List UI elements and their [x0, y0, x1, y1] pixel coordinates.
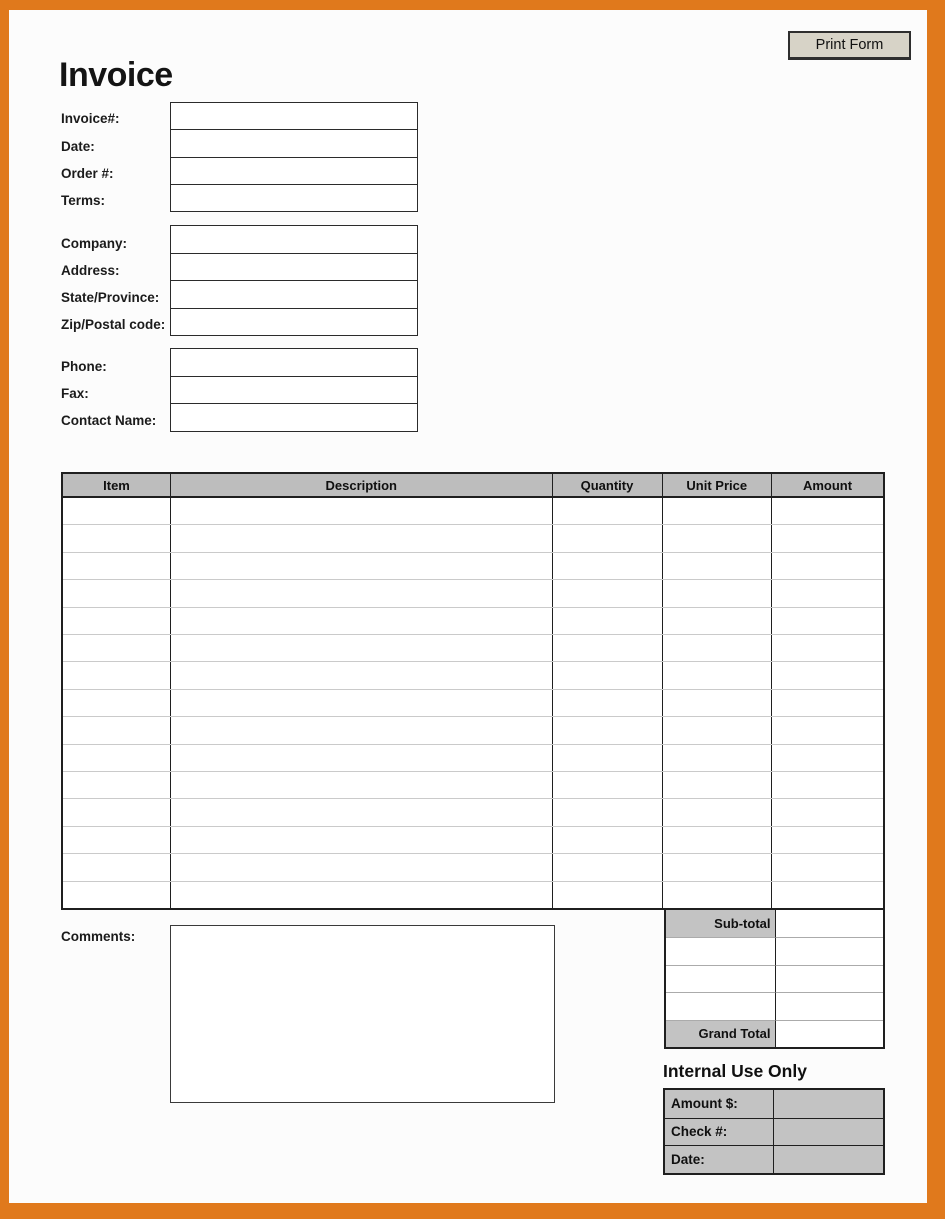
item-cell-qty[interactable]: [552, 717, 662, 743]
zip-postal-input[interactable]: [171, 308, 417, 336]
item-cell-item[interactable]: [63, 525, 170, 551]
address-label: Address:: [61, 263, 120, 278]
item-cell-desc[interactable]: [170, 717, 552, 743]
company-input[interactable]: [171, 226, 417, 253]
item-cell-amt[interactable]: [771, 525, 883, 551]
comments-input[interactable]: [170, 925, 555, 1103]
internal-amount-input[interactable]: [774, 1090, 883, 1118]
item-cell-item[interactable]: [63, 635, 170, 661]
item-cell-amt[interactable]: [771, 827, 883, 853]
item-cell-qty[interactable]: [552, 525, 662, 551]
item-cell-amt[interactable]: [771, 498, 883, 524]
invoice-number-input[interactable]: [171, 103, 417, 129]
item-cell-desc[interactable]: [170, 799, 552, 825]
totals-section: [664, 910, 885, 1049]
item-cell-desc[interactable]: [170, 498, 552, 524]
terms-input[interactable]: [171, 184, 417, 211]
item-cell-unit[interactable]: [662, 635, 772, 661]
item-cell-desc[interactable]: [170, 854, 552, 880]
zip-postal-label: Zip/Postal code:: [61, 317, 166, 332]
contact-name-label: Contact Name:: [61, 413, 157, 428]
item-cell-amt[interactable]: [771, 882, 883, 908]
item-cell-qty[interactable]: [552, 772, 662, 798]
item-cell-item[interactable]: [63, 882, 170, 908]
phone-label: Phone:: [61, 359, 107, 374]
item-cell-amt[interactable]: [771, 580, 883, 606]
fax-label: Fax:: [61, 386, 89, 401]
order-number-input[interactable]: [171, 157, 417, 184]
item-cell-unit[interactable]: [662, 799, 772, 825]
item-cell-qty[interactable]: [552, 745, 662, 771]
page-title: Invoice: [59, 56, 173, 94]
items-table-header: [61, 472, 885, 498]
totals-blank-value-cell[interactable]: [776, 992, 884, 1019]
order-number-label: Order #:: [61, 166, 114, 181]
item-row: [63, 579, 883, 606]
item-cell-qty[interactable]: [552, 882, 662, 908]
internal-use-heading: Internal Use Only: [663, 1061, 807, 1081]
internal-check-label: Check #:: [665, 1118, 774, 1146]
item-row: [63, 552, 883, 579]
internal-date-input[interactable]: [774, 1145, 883, 1173]
invoice-number-label: Invoice#:: [61, 111, 120, 126]
totals-blank-label-cell[interactable]: [666, 965, 776, 992]
item-cell-unit[interactable]: [662, 690, 772, 716]
item-row: [63, 798, 883, 825]
item-row: [63, 744, 883, 771]
item-cell-desc[interactable]: [170, 553, 552, 579]
item-cell-desc[interactable]: [170, 827, 552, 853]
item-cell-item[interactable]: [63, 772, 170, 798]
item-cell-desc[interactable]: [170, 882, 552, 908]
item-cell-amt[interactable]: [771, 635, 883, 661]
column-header-item: Item: [103, 477, 130, 493]
print-form-button[interactable]: Print Form: [788, 31, 911, 60]
state-province-input[interactable]: [171, 280, 417, 308]
item-row: [63, 607, 883, 634]
totals-blank-value-cell[interactable]: [776, 965, 884, 992]
item-cell-amt[interactable]: [771, 772, 883, 798]
item-cell-item[interactable]: [63, 717, 170, 743]
item-cell-amt[interactable]: [771, 745, 883, 771]
item-row: [63, 826, 883, 853]
company-fieldgroup: [170, 225, 418, 336]
date-input[interactable]: [171, 129, 417, 156]
item-cell-desc[interactable]: [170, 635, 552, 661]
item-cell-desc[interactable]: [170, 580, 552, 606]
item-cell-item[interactable]: [63, 690, 170, 716]
item-cell-unit[interactable]: [662, 525, 772, 551]
item-cell-qty[interactable]: [552, 580, 662, 606]
item-cell-desc[interactable]: [170, 525, 552, 551]
item-cell-qty[interactable]: [552, 690, 662, 716]
comments-label: Comments:: [61, 929, 136, 944]
internal-use-table: [663, 1088, 885, 1175]
item-row: [63, 771, 883, 798]
column-header-unit-price: Unit Price: [662, 474, 772, 496]
item-cell-desc[interactable]: [170, 690, 552, 716]
phone-input[interactable]: [171, 349, 417, 376]
grand-total-value-cell[interactable]: [776, 1020, 884, 1047]
item-cell-qty[interactable]: [552, 608, 662, 634]
item-cell-qty[interactable]: [552, 498, 662, 524]
item-cell-desc[interactable]: [170, 608, 552, 634]
state-province-label: State/Province:: [61, 290, 160, 305]
item-row: [63, 881, 883, 908]
item-cell-item[interactable]: [63, 608, 170, 634]
company-label: Company:: [61, 236, 128, 251]
item-cell-amt[interactable]: [771, 717, 883, 743]
item-cell-amt[interactable]: [771, 662, 883, 688]
items-table-body: [61, 498, 885, 910]
item-cell-amt[interactable]: [771, 608, 883, 634]
subtotal-label: Sub-total: [666, 910, 776, 937]
item-cell-item[interactable]: [63, 553, 170, 579]
contact-fieldgroup: [170, 348, 418, 432]
item-cell-qty[interactable]: [552, 635, 662, 661]
item-cell-unit[interactable]: [662, 553, 772, 579]
item-cell-desc[interactable]: [170, 745, 552, 771]
item-row: [63, 689, 883, 716]
item-cell-amt[interactable]: [771, 553, 883, 579]
item-cell-qty[interactable]: [552, 799, 662, 825]
totals-blank-label-cell[interactable]: [666, 992, 776, 1019]
totals-blank-value-cell[interactable]: [776, 937, 884, 964]
internal-check-input[interactable]: [774, 1118, 883, 1146]
item-cell-item[interactable]: [63, 662, 170, 688]
totals-blank-label-cell[interactable]: [666, 937, 776, 964]
item-cell-desc[interactable]: [170, 662, 552, 688]
item-row: [63, 661, 883, 688]
item-cell-unit[interactable]: [662, 580, 772, 606]
item-cell-item[interactable]: [63, 580, 170, 606]
item-cell-unit[interactable]: [662, 745, 772, 771]
item-cell-unit[interactable]: [662, 854, 772, 880]
item-row: [63, 524, 883, 551]
terms-label: Terms:: [61, 193, 106, 208]
contact-name-input[interactable]: [171, 403, 417, 431]
item-row: [63, 498, 883, 524]
address-input[interactable]: [171, 253, 417, 281]
item-row: [63, 634, 883, 661]
item-cell-item[interactable]: [63, 745, 170, 771]
subtotal-value-cell[interactable]: [776, 910, 884, 937]
item-cell-unit[interactable]: [662, 717, 772, 743]
item-cell-amt[interactable]: [771, 690, 883, 716]
item-cell-amt[interactable]: [771, 854, 883, 880]
invoice-meta-fieldgroup: [170, 102, 418, 212]
column-header-description: Description: [170, 474, 552, 496]
item-cell-unit[interactable]: [662, 662, 772, 688]
column-header-amount: Amount: [771, 474, 883, 496]
internal-date-label: Date:: [665, 1145, 774, 1173]
item-cell-unit[interactable]: [662, 498, 772, 524]
item-cell-qty[interactable]: [552, 662, 662, 688]
date-label: Date:: [61, 139, 95, 154]
column-header-quantity: Quantity: [552, 474, 662, 496]
item-cell-qty[interactable]: [552, 827, 662, 853]
internal-amount-label: Amount $:: [665, 1090, 774, 1118]
fax-input[interactable]: [171, 376, 417, 404]
item-cell-item[interactable]: [63, 854, 170, 880]
item-cell-desc[interactable]: [170, 772, 552, 798]
item-cell-unit[interactable]: [662, 772, 772, 798]
item-cell-item[interactable]: [63, 799, 170, 825]
item-cell-item[interactable]: [63, 827, 170, 853]
item-cell-qty[interactable]: [552, 854, 662, 880]
item-cell-unit[interactable]: [662, 608, 772, 634]
grand-total-label: Grand Total: [666, 1020, 776, 1047]
item-cell-item[interactable]: [63, 498, 170, 524]
item-row: [63, 716, 883, 743]
item-cell-unit[interactable]: [662, 882, 772, 908]
item-cell-qty[interactable]: [552, 553, 662, 579]
item-cell-unit[interactable]: [662, 827, 772, 853]
item-cell-amt[interactable]: [771, 799, 883, 825]
item-row: [63, 853, 883, 880]
